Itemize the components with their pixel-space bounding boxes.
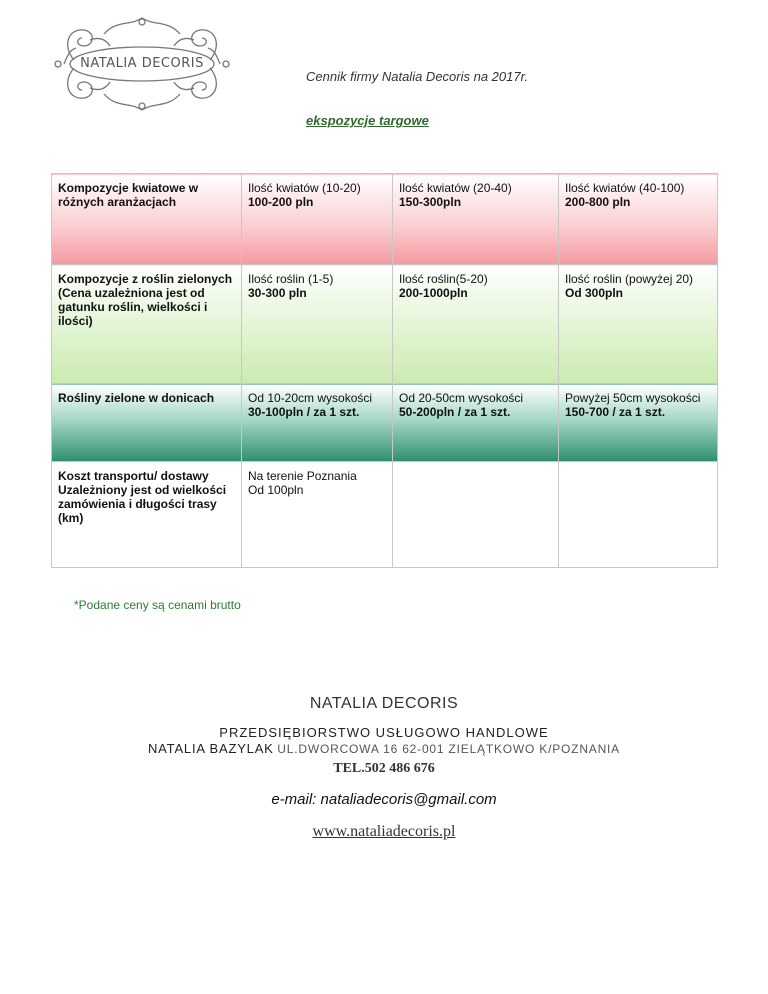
table-row: [52, 174, 718, 265]
quantity-label: Ilość kwiatów (10-20): [248, 181, 361, 195]
category-label: Koszt transportu/ dostawy Uzależniony jest od wielkości zamówienia i długości trasy (km): [58, 469, 227, 525]
price-value: Od 100pln: [248, 483, 304, 497]
price-cell: [393, 174, 559, 265]
price-cell: [242, 174, 393, 265]
table-row: [52, 384, 718, 462]
price-value: 150-700 / za 1 szt.: [565, 405, 666, 419]
quantity-label: Ilość kwiatów (20-40): [399, 181, 512, 195]
price-cell: [559, 462, 718, 568]
category-label: Rośliny zielone w donicach: [58, 391, 215, 405]
footer-email: e-mail: nataliadecoris@gmail.com: [271, 791, 497, 808]
footer-phone: TEL.502 486 676: [333, 761, 435, 776]
price-note: *Podane ceny są cenami brutto: [74, 598, 241, 612]
price-table: [51, 173, 718, 568]
price-cell: [393, 462, 559, 568]
price-cell: [242, 384, 393, 462]
price-value: 200-800 pln: [565, 195, 631, 209]
company-logo: [44, 10, 240, 118]
price-value: 200-1000pln: [399, 286, 468, 300]
category-label: Kompozycje kwiatowe w różnych aranżacjach: [58, 181, 199, 209]
quantity-label: Od 20-50cm wysokości: [399, 391, 524, 405]
footer-address-line: [0, 741, 768, 756]
quantity-label: Na terenie Poznania: [248, 469, 357, 483]
table-row: [52, 462, 718, 568]
price-cell: [559, 265, 718, 384]
footer-company-type: PRZEDSIĘBIORSTWO USŁUGOWO HANDLOWE: [219, 725, 549, 740]
price-value: 50-200pln / za 1 szt.: [399, 405, 511, 419]
quantity-label: Od 10-20cm wysokości: [248, 391, 373, 405]
document-title: Cennik firmy Natalia Decoris na 2017r.: [306, 69, 529, 84]
price-value: 100-200 pln: [248, 195, 314, 209]
quantity-label: Ilość kwiatów (40-100): [565, 181, 685, 195]
logo-text: NATALIA DECORIS: [80, 56, 204, 71]
price-value: 30-100pln / za 1 szt.: [248, 405, 360, 419]
price-value: 150-300pln: [399, 195, 462, 209]
price-cell: [242, 265, 393, 384]
price-cell: [393, 265, 559, 384]
category-label: Kompozycje z roślin zielonych (Cena uzależniona jest od gatunku roślin, wielkości i ilości): [58, 272, 233, 328]
quantity-label: Ilość roślin (powyżej 20): [565, 272, 694, 286]
footer-owner: NATALIA BAZYLAK: [147, 741, 274, 756]
price-cell: [559, 384, 718, 462]
price-value: 30-300 pln: [248, 286, 307, 300]
footer-address: UL.DWORCOWA 16 62-001 ZIELĄTKOWO K/POZNANIA: [277, 742, 620, 756]
category-cell: [52, 174, 242, 265]
quantity-label: Ilość roślin(5-20): [399, 272, 488, 286]
price-value: Od 300pln: [565, 286, 624, 300]
category-cell: [52, 265, 242, 384]
quantity-label: Ilość roślin (1-5): [248, 272, 334, 286]
table-row: [52, 265, 718, 384]
footer-company-name: NATALIA DECORIS: [309, 695, 459, 712]
price-cell: [393, 384, 559, 462]
price-cell: [559, 174, 718, 265]
category-cell: [52, 462, 242, 568]
price-cell: [242, 462, 393, 568]
quantity-label: Powyżej 50cm wysokości: [565, 391, 701, 405]
category-cell: [52, 384, 242, 462]
document-subtitle: ekspozycje targowe: [306, 113, 429, 128]
footer-website-link[interactable]: www.nataliadecoris.pl: [312, 823, 456, 840]
